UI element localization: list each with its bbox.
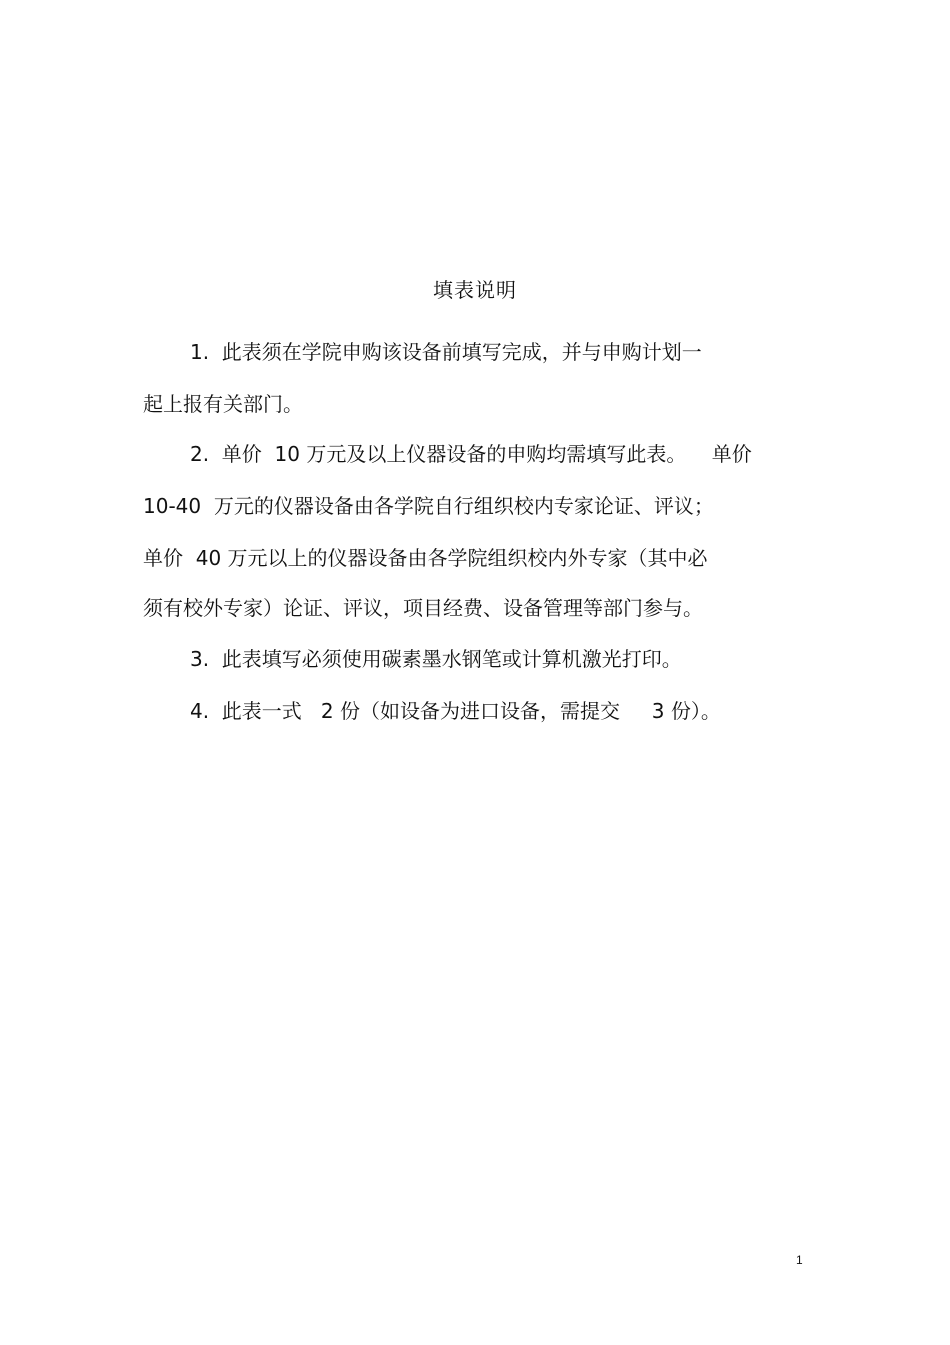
item-3-line-1: 3. 此表填写必须使用碳素墨水钢笔或计算机激光打印。 [190, 647, 682, 671]
item-1-line-1: 1. 此表须在学院申购该设备前填写完成，并与申购计划一 [190, 340, 702, 364]
item-2-line-4: 须有校外专家）论证、评议，项目经费、设备管理等部门参与。 [143, 596, 703, 620]
page-number: 1 [796, 1253, 803, 1267]
item-4-line-1: 4. 此表一式 2 份（如设备为进口设备，需提交 3 份）。 [190, 699, 721, 723]
item-2-line-1: 2. 单价 10 万元及以上仪器设备的申购均需填写此表。 单价 [190, 442, 752, 466]
document-title: 填表说明 [433, 278, 517, 302]
item-2-line-2: 10-40 万元的仪器设备由各学院自行组织校内专家论证、评议； [143, 494, 714, 518]
item-1-line-2: 起上报有关部门。 [143, 392, 303, 416]
item-2-line-3: 单价 40 万元以上的仪器设备由各学院组织校内外专家（其中必 [143, 546, 708, 570]
